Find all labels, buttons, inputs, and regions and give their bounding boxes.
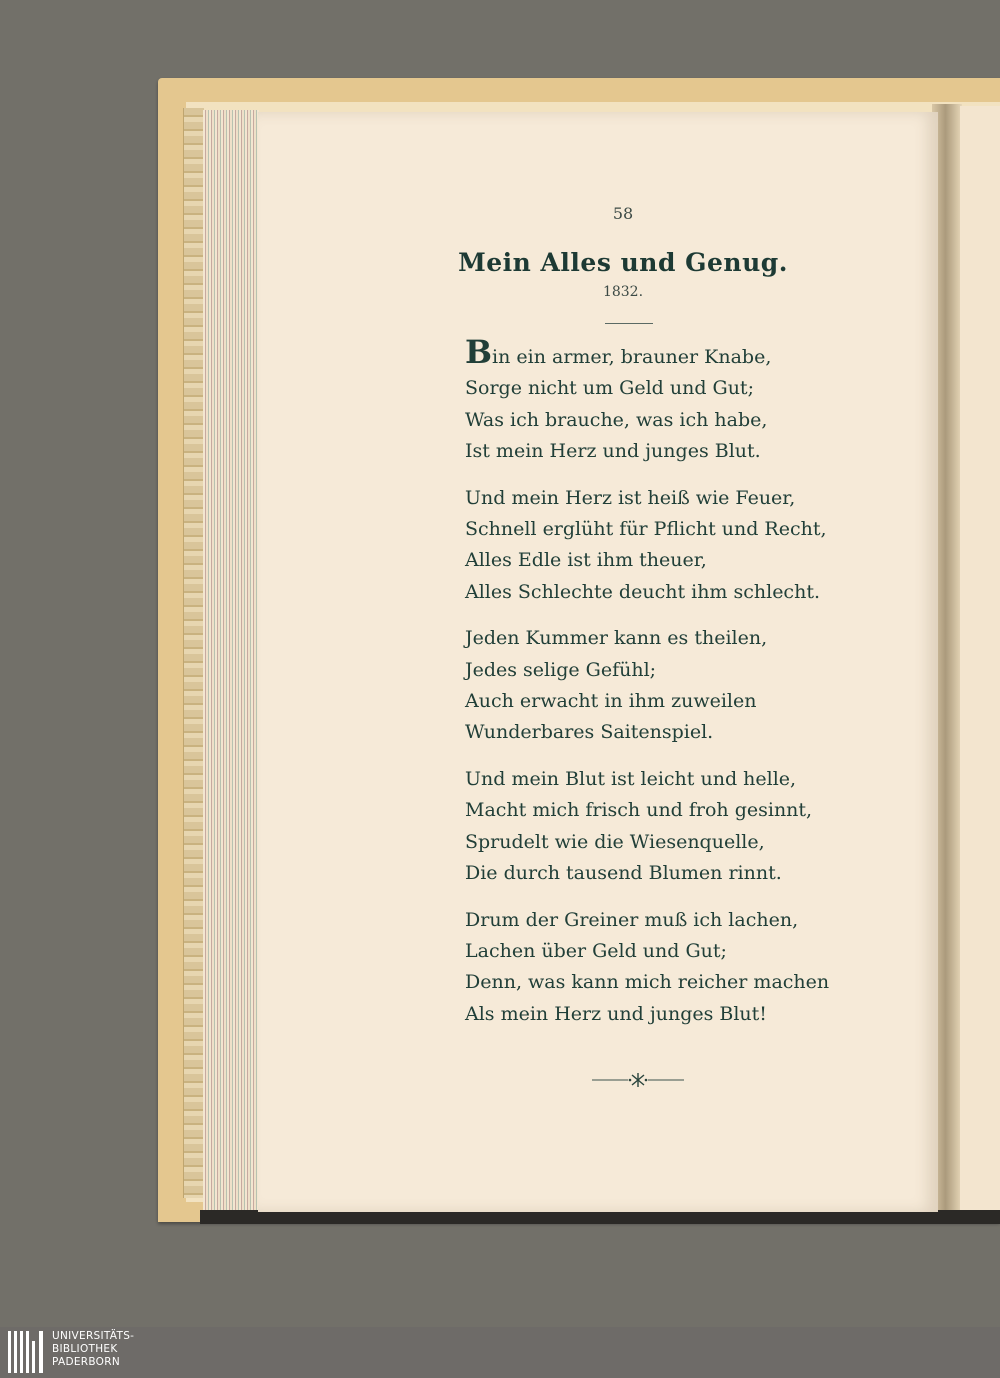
poem-line: Drum der Greiner muß ich lachen,: [465, 908, 799, 931]
library-name-line: UNIVERSITÄTS-: [52, 1330, 135, 1342]
poem-line: Und mein Blut ist leicht und helle,: [465, 767, 797, 790]
poem-title: Mein Alles und Genug.: [458, 248, 788, 277]
library-footer: [0, 1327, 1000, 1378]
poem-line: Was ich brauche, was ich habe,: [465, 408, 768, 431]
book-bottom-shadow: [200, 1210, 1000, 1224]
poem-line: Jeden Kummer kann es theilen,: [465, 627, 768, 650]
stanza: [465, 764, 925, 890]
poem-line: Bin ein armer, brauner Knabe,: [465, 333, 772, 371]
end-ornament-icon: [588, 1070, 688, 1090]
poem-line: Alles Schlechte deucht ihm schlecht.: [465, 580, 820, 603]
poem-line: Wunderbares Saitenspiel.: [465, 721, 714, 744]
poem-line: Schnell erglüht für Pflicht und Recht,: [465, 518, 827, 541]
poem-line: Und mein Herz ist heiß wie Feuer,: [465, 486, 796, 509]
poem-line: Macht mich frisch und froh gesinnt,: [465, 799, 813, 822]
poem-line: Ist mein Herz und junges Blut.: [465, 440, 761, 463]
title-divider: [605, 323, 653, 324]
book-page: [258, 112, 938, 1212]
library-name: [52, 1330, 134, 1369]
stanza: [465, 333, 925, 468]
library-logo-icon: [8, 1331, 44, 1373]
poem-line: Lachen über Geld und Gut;: [465, 939, 727, 962]
poem-line: Als mein Herz und junges Blut!: [465, 1002, 767, 1025]
library-name-line: BIBLIOTHEK: [52, 1343, 118, 1355]
page-stack-edges: [203, 110, 259, 1210]
book-binding-edge: [183, 108, 204, 1198]
poem-line: Alles Edle ist ihm theuer,: [465, 549, 707, 572]
stanza: [465, 905, 925, 1031]
poem-line: Denn, was kann mich reicher machen: [465, 971, 830, 994]
library-name-line: PADERBORN: [52, 1356, 120, 1368]
poem-line: Auch erwacht in ihm zuweilen: [465, 690, 757, 713]
poem-line: Die durch tausend Blumen rinnt.: [465, 862, 782, 885]
poem-year: 1832.: [602, 284, 644, 300]
drop-initial: B: [465, 333, 493, 371]
poem-line: Sprudelt wie die Wiesenquelle,: [465, 830, 765, 853]
poem-line: Sorge nicht um Geld und Gut;: [465, 377, 754, 400]
stanza: [465, 483, 925, 609]
poem-body: [465, 333, 925, 1045]
page-number: 58: [612, 204, 634, 223]
poem-line: Jedes selige Gefühl;: [465, 658, 657, 681]
stanza: [465, 623, 925, 749]
